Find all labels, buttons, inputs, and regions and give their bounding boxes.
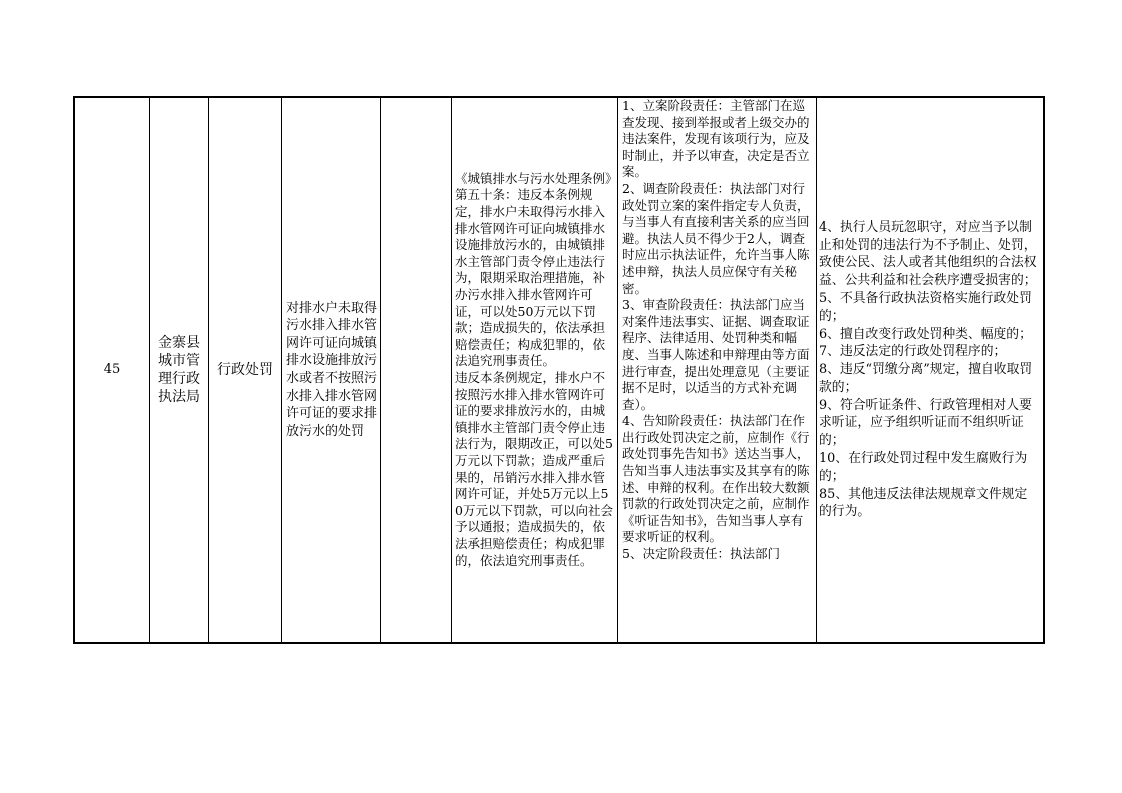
item-name: 对排水户未取得污水排入排水管网许可证向城镇排水设施排放污水或者不按照污水排入排水管网许可证的要求排放污水的处罚 [286,300,378,439]
responsibility-text: 1、立案阶段责任：主管部门在巡查发现、接到举报或者上级交办的违法案件，发现有该项行为，应及时制止，并予以审查，决定是否立案。 2、调查阶段责任：执法部门对行政处罚立案的案件指定专人负责，与当事人有直接利害关系的应当回避。执法人员不得少于2人，调查时应出示执法证件，允许当事人陈述申辩，执法人员应保守有关秘密。 3、审查阶段责任：执法部门应当对案件违法事实、证据、调查取证程序、法律适用、处罚种类和幅度、当事人陈述和申辩理由等方面进行审查，提出处理意见（主要证据不足时，以适当的方式补充调查）。 4、告知阶段责任：执法部门在作出行政处罚决定之前，应制作《行政处罚事先告知书》送达当事人，告知当事人违法事实及其享有的陈述、申辩的权利。在作出较大数额罚款的行政处罚决定之前，应制作《听证告知书》，告知当事人享有要求听证的权利。 5、决定阶段责任：执法部门 [622,98,810,562]
power-type: 行政处罚 [217,362,273,378]
power-type-cell [209,97,282,643]
table-row [74,97,1044,643]
seq-cell [74,97,150,643]
department-name: 金寨县城市管理行政执法局 [158,335,200,405]
department-cell [150,97,209,643]
blank-cell [381,97,452,643]
power-list-table [73,96,1045,644]
responsibility-cell [618,97,817,643]
seq-number: 45 [103,361,121,377]
accountability-text: 4、执行人员玩忽职守，对应当予以制止和处罚的违法行为不予制止、处罚，致使公民、法人或者其他组织的合法权益、公共利益和社会秩序遭受损害的； 5、不具备行政执法资格实施行政处罚的； 6、擅自改变行政处罚种类、幅度的； 7、违反法定的行政处罚程序的； 8、违反“罚缴分离”规定，擅自收取罚款的； 9、符合听证条件、行政管理相对人要求听证，应予组织听证而不组织听证的； 10、在行政处罚过程中发生腐败行为的； 85、其他违反法律法规规章文件规定的行为。 [819,219,1037,520]
item-name-cell [282,97,381,643]
accountability-cell [817,97,1045,643]
legal-basis-text: 《城镇排水与污水处理条例》第五十条：违反本条例规定，排水户未取得污水排入排水管网许可证向城镇排水设施排放污水的，由城镇排水主管部门责令停止违法行为，限期采取治理措施，补办污水排入排水管网许可证，可以处50万元以下罚款；造成损失的，依法承担赔偿责任；构成犯罪的，依法追究刑事责任。 违反本条例规定，排水户不按照污水排入排水管网许可证的要求排放污水的，由城镇排水主管部门责令停止违法行为，限期改正，可以处5万元以下罚款；造成严重后果的，吊销污水排入排水管网许可证，并处5万元以上50万元以下罚款，可以向社会予以通报；造成损失的，依法承担赔偿责任；构成犯罪的，依法追究刑事责任。 [455,170,613,568]
legal-basis-cell [452,97,618,643]
